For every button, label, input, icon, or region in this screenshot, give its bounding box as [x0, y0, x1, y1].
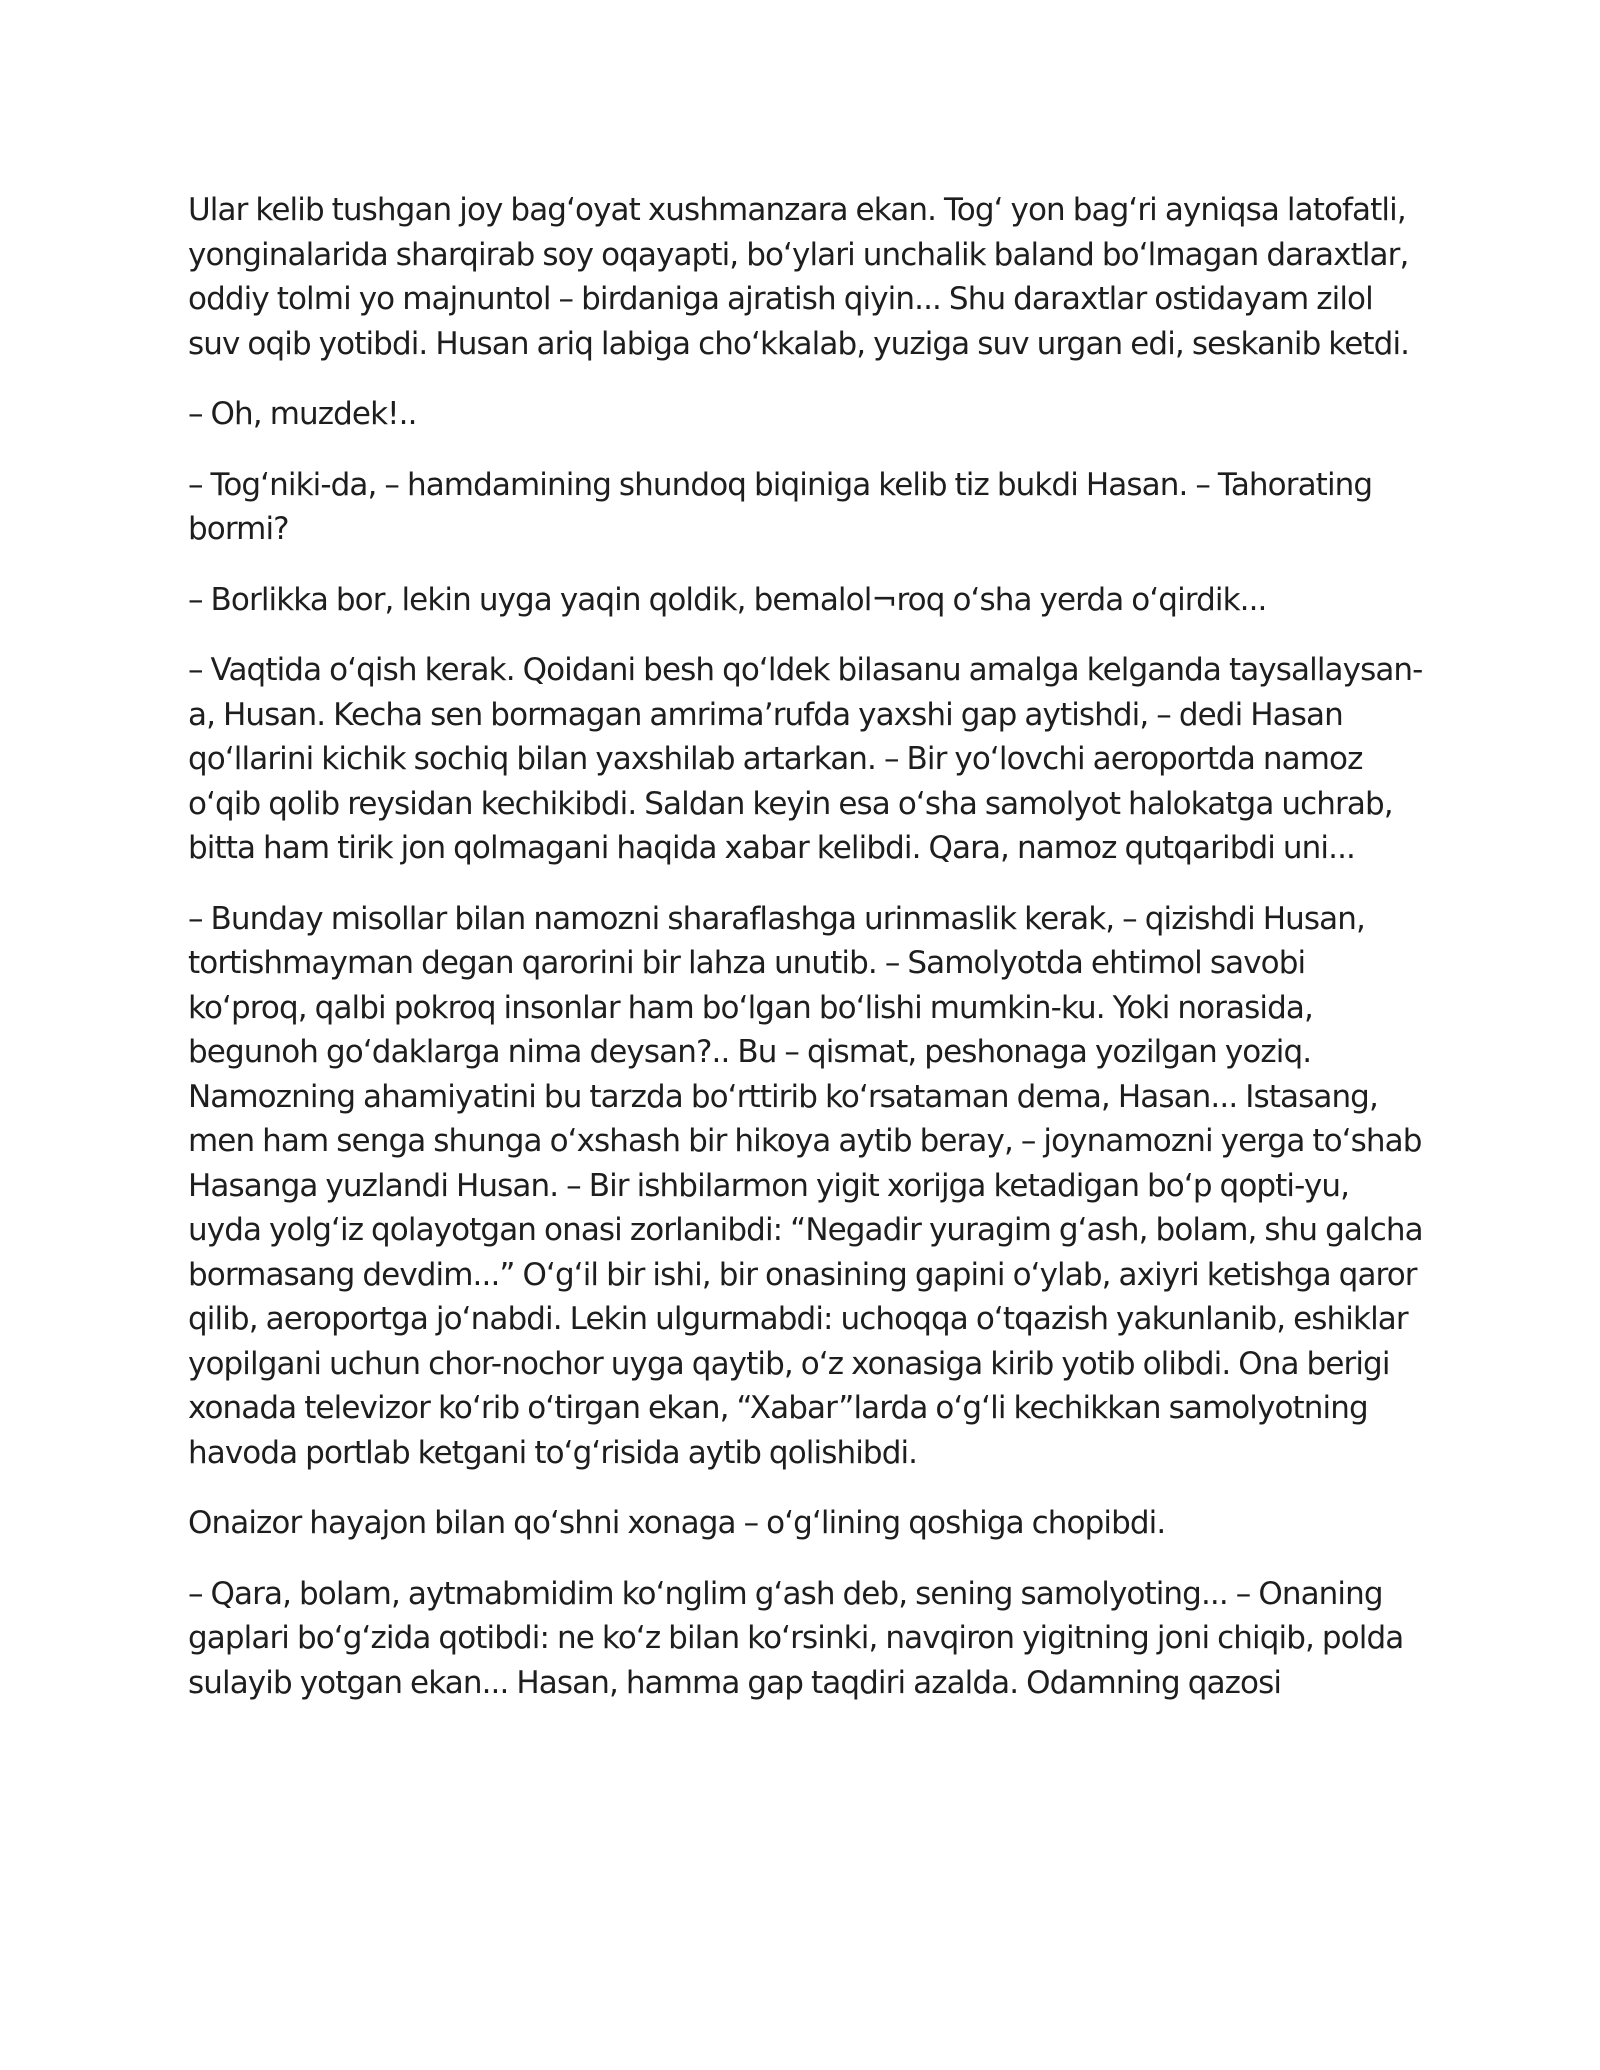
- paragraph-7: Onaizor hayajon bilan qoʻshni xonaga – oʻgʻlining qoshiga chopibdi.: [188, 1505, 1166, 1541]
- paragraph-5: – Vaqtida oʻqish kerak. Qoidani besh qoʻldek bilasanu amalga kelganda taysallaysan-a, Husan. Kecha sen bormagan amrima’rufda yaxshi gap aytishdi, – dedi Hasan qoʻllarini kichik sochiq bilan yaxshilab artarkan. – Bir yoʻlovchi aeroportda namoz oʻqib qolib reysidan kechikibdi. Saldan keyin esa oʻsha samolyot halokatga uchrab, bitta ham tirik jon qolmagani haqida xabar kelibdi. Qara, namoz qutqaribdi uni...: [188, 652, 1423, 866]
- paragraph-4: – Borlikka bor, lekin uyga yaqin qoldik, bemalol¬roq oʻsha yerda oʻqirdik...: [188, 581, 1267, 618]
- paragraph-1: Ular kelib tushgan joy bagʻoyat xushmanzara ekan. Togʻ yon bagʻri ayniqsa latofatli, yonginalarida sharqirab soy oqayapti, boʻylari unchalik baland boʻlmagan daraxtlar, oddiy tolmi yo majnuntol – birdaniga ajratish qiyin... Shu daraxtlar ostidayam zilol suv oqib yotibdi. Husan ariq labiga choʻkkalab, yuziga suv urgan edi, seskanib ketdi.: [188, 192, 1410, 362]
- paragraph-8: – Qara, bolam, aytmabmidim koʻnglim gʻash deb, sening samolyoting... – Onaning gaplari boʻgʻzida qotibdi: ne koʻz bilan koʻrsinki, navqiron yigitning joni chiqib, polda sulayib yotgan ekan... Hasan, hamma gap taqdiri azalda. Odamning qazosi: [188, 1575, 1404, 1701]
- document-body: [188, 188, 1423, 1731]
- paragraph-2: – Oh, muzdek!..: [188, 396, 417, 432]
- paragraph-3: – Togʻniki-da, – hamdamining shundoq biqiniga kelib tiz bukdi Hasan. – Tahorating bormi?: [188, 466, 1373, 547]
- paragraph-6: – Bunday misollar bilan namozni sharaflashga urinmaslik kerak, – qizishdi Husan, tortishmayman degan qarorini bir lahza unutib. – Samolyotda ehtimol savobi koʻproq, qalbi pokroq insonlar ham boʻlgan boʻlishi mumkin-ku. Yoki norasida, begunoh goʻdaklarga nima deysan?.. Bu – qismat, peshonaga yozilgan yoziq. Namozning ahamiyatini bu tarzda boʻrttirib koʻrsataman dema, Hasan... Istasang, men ham senga shunga oʻxshash bir hikoya aytib beray, – joynamozni yerga toʻshab Hasanga yuzlandi Husan. – Bir ishbilarmon yigit xorijga ketadigan boʻp qopti-yu, uyda yolgʻiz qolayotgan onasi zorlanibdi: “Negadir yuragim gʻash, bolam, shu galcha bormasang devdim...” Oʻgʻil bir ishi, bir onasining gapini oʻylab, axiyri ketishga qaror qilib, aeroportga joʻnabdi. Lekin ulgurmabdi: uchoqqa oʻtqazish yakunlanib, eshiklar yopilgani uchun chor-nochor uyga qaytib, oʻz xonasiga kirib yotib olibdi. Ona berigi xonada televizor koʻrib oʻtirgan ekan, “Xabar”larda oʻgʻli kechikkan samolyotning havoda portlab ketgani toʻgʻrisida aytib qolishibdi.: [188, 900, 1423, 1471]
